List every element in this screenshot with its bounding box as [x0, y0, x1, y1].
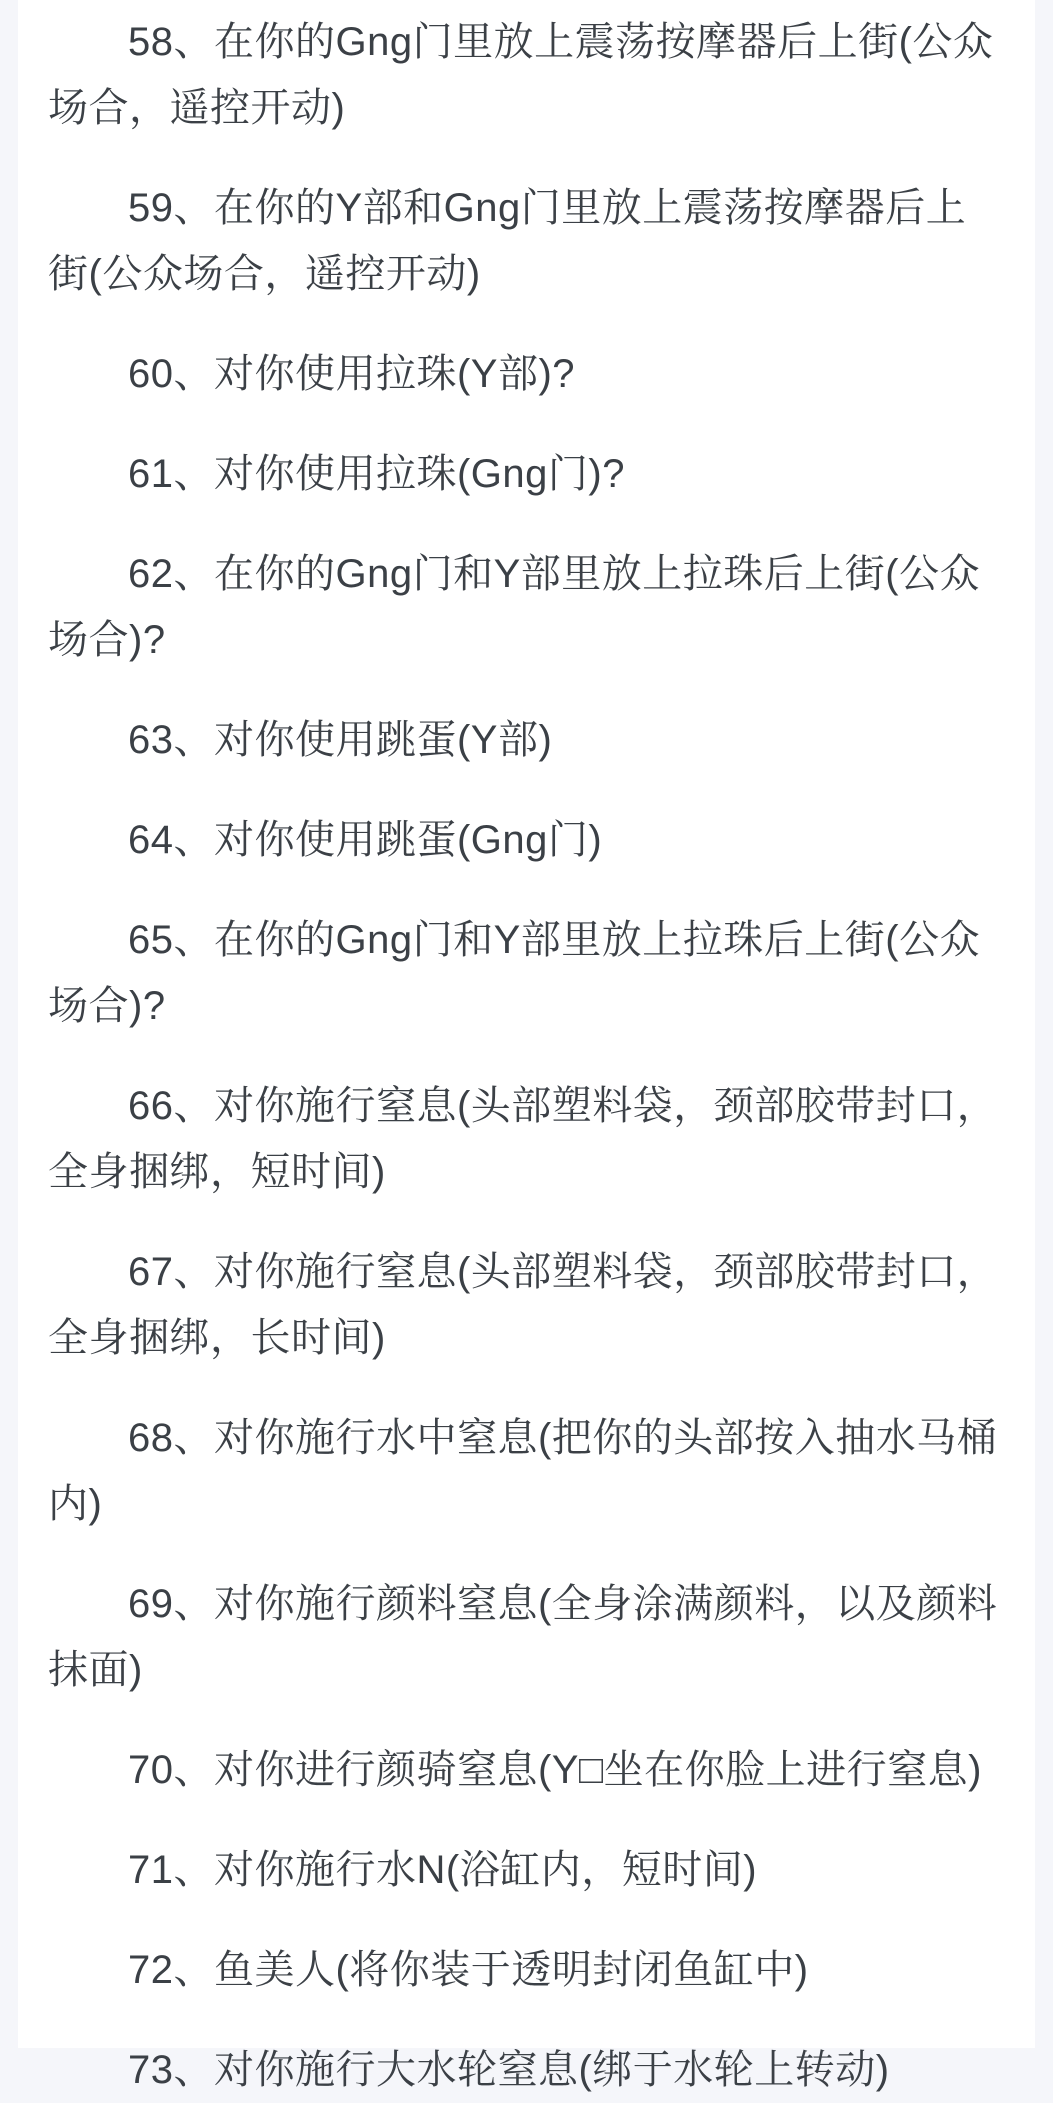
list-item-61: 61、对你使用拉珠(Gng门)?	[128, 452, 625, 496]
list-item-62: 62、在你的Gng门和Y部里放上拉珠后上街(公众场合)?	[48, 552, 981, 662]
list-item-59: 59、在你的Y部和Gng门里放上震荡按摩器后上街(公众场合，遥控开动)	[48, 186, 967, 296]
list-item-68: 68、对你施行水中窒息(把你的头部按入抽水马桶内)	[48, 1416, 998, 1526]
list-item-65: 65、在你的Gng门和Y部里放上拉珠后上街(公众场合)?	[48, 918, 981, 1028]
article-body	[18, 0, 1035, 2092]
list-item-64: 64、对你使用跳蛋(Gng门)	[128, 818, 603, 862]
list-item-70: 70、对你进行颜骑窒息(Y□坐在你脸上进行窒息)	[128, 1748, 982, 1792]
list-item-71: 71、对你施行水N(浴缸内，短时间)	[128, 1848, 758, 1892]
list-item-72: 72、鱼美人(将你装于透明封闭鱼缸中)	[128, 1948, 809, 1992]
list-item-69: 69、对你施行颜料窒息(全身涂满颜料，以及颜料抹面)	[48, 1582, 998, 1692]
list-item-67: 67、对你施行窒息(头部塑料袋，颈部胶带封口，全身捆绑，长时间)	[48, 1250, 998, 1360]
list-item-73: 73、对你施行大水轮窒息(绑于水轮上转动)	[128, 2048, 890, 2092]
list-item-66: 66、对你施行窒息(头部塑料袋，颈部胶带封口，全身捆绑，短时间)	[48, 1084, 998, 1194]
list-item-63: 63、对你使用跳蛋(Y部)	[128, 718, 553, 762]
list-item-60: 60、对你使用拉珠(Y部)?	[128, 352, 576, 396]
list-item-58: 58、在你的Gng门里放上震荡按摩器后上街(公众场合，遥控开动)	[48, 20, 994, 130]
